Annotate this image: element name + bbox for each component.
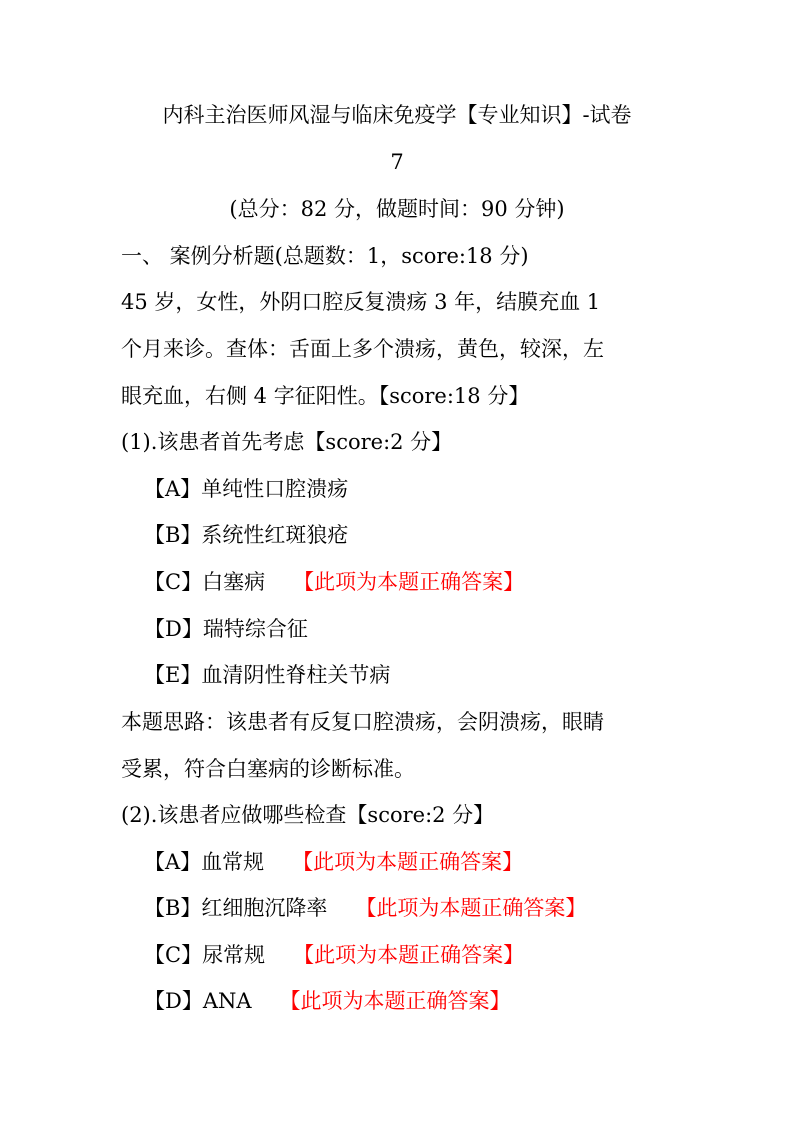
option-text: 【A】单纯性口腔溃疡	[144, 477, 349, 501]
case-text-line: 45 岁，女性，外阴口腔反复溃疡 3 年，结膜充血 1	[121, 290, 601, 314]
case-text-line: 个月来诊。查体：舌面上多个溃疡，黄色，较深，左	[121, 337, 604, 361]
correct-answer-marker: 【此项为本题正确答案】	[292, 850, 524, 874]
correct-answer-marker: 【此项为本题正确答案】	[355, 896, 587, 920]
case-text-line: 眼充血，右侧 4 字征阳性。【score:18 分】	[121, 384, 530, 408]
answer-option	[144, 661, 390, 689]
option-text: 【E】血清阴性脊柱关节病	[144, 663, 391, 687]
document-title-continued: 7	[390, 150, 404, 174]
option-text: 【B】红细胞沉降率	[144, 896, 328, 920]
answer-option	[144, 894, 586, 922]
exam-summary: (总分：82 分，做题时间：90 分钟)	[229, 197, 565, 221]
option-text: 【C】白塞病	[144, 570, 266, 594]
option-text: 【D】瑞特综合征	[144, 617, 308, 641]
answer-option	[144, 615, 308, 643]
explanation-line: 本题思路：该患者有反复口腔溃疡，会阴溃疡，眼睛	[121, 710, 604, 734]
answer-option	[144, 521, 348, 549]
correct-answer-marker: 【此项为本题正确答案】	[279, 989, 511, 1013]
correct-answer-marker: 【此项为本题正确答案】	[293, 570, 525, 594]
answer-option	[144, 475, 348, 503]
option-text: 【D】ANA	[144, 989, 252, 1013]
option-text: 【A】血常规	[144, 850, 265, 874]
explanation-line: 受累，符合白塞病的诊断标准。	[121, 757, 415, 781]
answer-option	[144, 941, 524, 969]
question-stem: (1).该患者首先考虑【score:2 分】	[121, 430, 453, 454]
answer-option	[144, 848, 523, 876]
question-stem: (2).该患者应做哪些检查【score:2 分】	[121, 803, 495, 827]
answer-option	[144, 987, 511, 1015]
option-text: 【C】尿常规	[144, 943, 266, 967]
answer-option	[144, 568, 524, 596]
document-title: 内科主治医师风湿与临床免疫学【专业知识】-试卷	[162, 103, 632, 127]
correct-answer-marker: 【此项为本题正确答案】	[293, 943, 525, 967]
section-heading: 一、 案例分析题(总题数：1，score:18 分)	[121, 244, 529, 268]
option-text: 【B】系统性红斑狼疮	[144, 523, 349, 547]
